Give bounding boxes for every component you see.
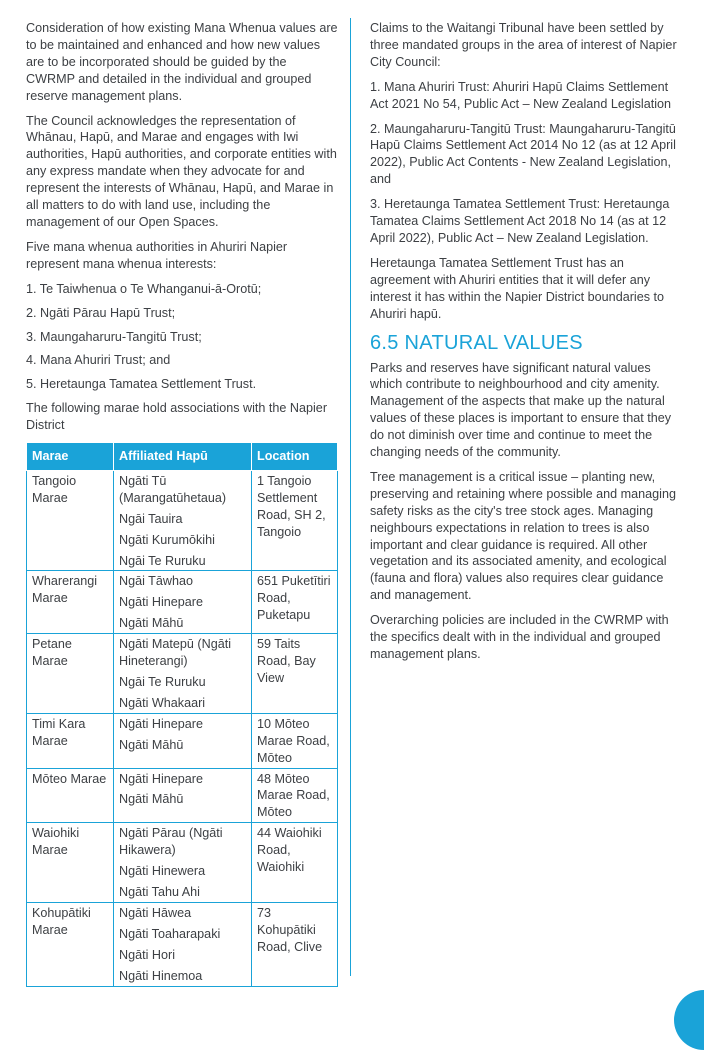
hapu-cell xyxy=(114,470,252,571)
column-divider xyxy=(350,18,351,976)
hapu-name: Ngāti Pārau (Ngāti Hikawera) xyxy=(119,826,223,858)
header-hapu: Affiliated Hapū xyxy=(114,443,252,471)
header-marae: Marae xyxy=(27,443,114,471)
list-item: 4. Mana Ahuriri Trust; and xyxy=(26,353,171,368)
natural-values-paragraph: Parks and reserves have significant natural values which contribute to neighbourhood and city amenity. Management of the aspects that make up the natural values of these places is important to ensure that they do not diminish over time and continue to meet the changing needs of the community. xyxy=(370,360,672,460)
hapu-name: Ngāti Māhū xyxy=(119,616,184,631)
table-row xyxy=(27,823,338,903)
marae-location: 59 Taits Road, Bay View xyxy=(252,634,338,714)
hapu-cell xyxy=(114,823,252,903)
authorities-list xyxy=(26,281,338,394)
hapu-name: Ngāti Hinepare xyxy=(119,771,204,786)
table-body xyxy=(27,470,338,986)
hapu-name: Ngāti Hinepare xyxy=(119,595,204,610)
right-column xyxy=(370,20,680,671)
hapu-name: Ngāti Matepū (Ngāti Hineterangi) xyxy=(119,637,231,669)
list-item: 3. Heretaunga Tamatea Settlement Trust: Heretaunga Tamatea Claims Settlement Act 2018 No 14 (as at 12 April 2022), Public Act – New Zealand Legislation. xyxy=(370,197,670,245)
hapu-name: Ngāti Toaharapaki xyxy=(119,926,221,941)
hapu-name: Ngāti Hinemoa xyxy=(119,968,203,983)
hapu-name: Ngāti Māhū xyxy=(119,792,184,807)
marae-location: 651 Puketītiri Road, Puketapu xyxy=(252,571,338,634)
heretaunga-paragraph: Heretaunga Tamatea Settlement Trust has an agreement with Ahuriri entities that it will defer any interest it has within the Napier District boundaries to Ahuriri hapū. xyxy=(370,255,664,321)
list-item: 3. Maungaharuru-Tangitū Trust; xyxy=(26,329,202,344)
list-item: 1. Mana Ahuriri Trust: Ahuriri Hapū Claims Settlement Act 2021 No 54, Public Act – New Zealand Legislation xyxy=(370,79,672,111)
hapu-name: Ngāti Tū (Marangatūhetaua) xyxy=(119,473,227,505)
table-row xyxy=(27,768,338,823)
section-heading: 6.5 NATURAL VALUES xyxy=(370,331,583,354)
authorities-intro: Five mana whenua authorities in Ahuriri Napier represent mana whenua interests: xyxy=(26,239,288,271)
marae-intro: The following marae hold associations with the Napier District xyxy=(26,401,328,433)
marae-location: 1 Tangoio Settlement Road, SH 2, Tangoio xyxy=(252,470,338,571)
intro-paragraph: Consideration of how existing Mana Whenua values are to be maintained and enhanced and how new values are to be incorporated should be guided by the CWRMP and detailed in the individual and grouped reserve management plans. xyxy=(26,21,338,103)
hapu-cell xyxy=(114,634,252,714)
hapu-name: Ngāti Hāwea xyxy=(119,905,192,920)
table-header-row xyxy=(27,443,338,471)
hapu-cell xyxy=(114,902,252,986)
hapu-cell xyxy=(114,768,252,823)
list-item: 2. Maungaharuru-Tangitū Trust: Maungaharuru-Tangitū Hapū Claims Settlement Act 2014 No 12 (as at 12 April 2022), Public Act Contents - New Zealand Legislation, and xyxy=(370,121,676,187)
hapu-cell xyxy=(114,571,252,634)
hapu-name: Ngāi Te Ruruku xyxy=(119,553,206,568)
marae-name: Mōteo Marae xyxy=(27,768,114,823)
tree-management-paragraph: Tree management is a critical issue – planting new, preserving and retaining where possible and managing safety risks as the city's tree stock ages. Managing neighbours expectations in relation to trees is also important and clear guidance is required. All other vegetation and its associated amenity, and ecological (fauna and flora) values also requires clear guidance and management. xyxy=(370,469,676,603)
hapu-name: Ngāti Hinewera xyxy=(119,864,206,879)
hapu-name: Ngāti Hori xyxy=(119,947,175,962)
marae-name: Kohupātiki Marae xyxy=(27,902,114,986)
marae-location: 48 Mōteo Marae Road, Mōteo xyxy=(252,768,338,823)
list-item: 5. Heretaunga Tamatea Settlement Trust. xyxy=(26,377,257,392)
marae-location: 73 Kohupātiki Road, Clive xyxy=(252,902,338,986)
policies-paragraph: Overarching policies are included in the CWRMP with the specifics dealt with in the individual and grouped management plans. xyxy=(370,613,669,661)
marae-table xyxy=(26,442,338,986)
marae-name: Waiohiki Marae xyxy=(27,823,114,903)
hapu-name: Ngāi Te Ruruku xyxy=(119,675,206,689)
hapu-name: Ngāti Whakaari xyxy=(119,695,206,710)
page-corner-tab xyxy=(674,990,704,1050)
header-location: Location xyxy=(252,443,338,471)
hapu-name: Ngāti Tahu Ahi xyxy=(119,884,200,899)
table-row xyxy=(27,470,338,571)
marae-location: 44 Waiohiki Road, Waiohiki xyxy=(252,823,338,903)
hapu-name: Ngāti Māhū xyxy=(119,737,184,752)
hapu-cell xyxy=(114,713,252,768)
list-item: 2. Ngāti Pārau Hapū Trust; xyxy=(26,305,176,320)
table-row xyxy=(27,713,338,768)
hapu-name: Ngāi Tauira xyxy=(119,511,183,526)
marae-name: Tangoio Marae xyxy=(27,470,114,571)
table-row xyxy=(27,634,338,714)
table-row xyxy=(27,902,338,986)
marae-location: 10 Mōteo Marae Road, Mōteo xyxy=(252,713,338,768)
marae-name: Wharerangi Marae xyxy=(27,571,114,634)
hapu-name: Ngāti Hinepare xyxy=(119,716,204,731)
table-row xyxy=(27,571,338,634)
hapu-name: Ngāti Kurumōkihi xyxy=(119,532,215,547)
left-column xyxy=(26,20,338,987)
marae-name: Petane Marae xyxy=(27,634,114,714)
claims-intro: Claims to the Waitangi Tribunal have been settled by three mandated groups in the area of interest of Napier City Council: xyxy=(370,21,677,69)
marae-name: Timi Kara Marae xyxy=(27,713,114,768)
hapu-name: Ngāi Tāwhao xyxy=(119,574,193,589)
council-paragraph: The Council acknowledges the representation of Whānau, Hapū, and Marae and engages with Iwi authorities, Hapū authorities, and corporate entities with any express mandate when they advocate for and represent the interests of Whānau, Hapū, and Marae in all matters to do with land use, including the management of our Open Spaces. xyxy=(26,113,337,229)
list-item: 1. Te Taiwhenua o Te Whanganui-ā-Orotū; xyxy=(26,281,262,296)
